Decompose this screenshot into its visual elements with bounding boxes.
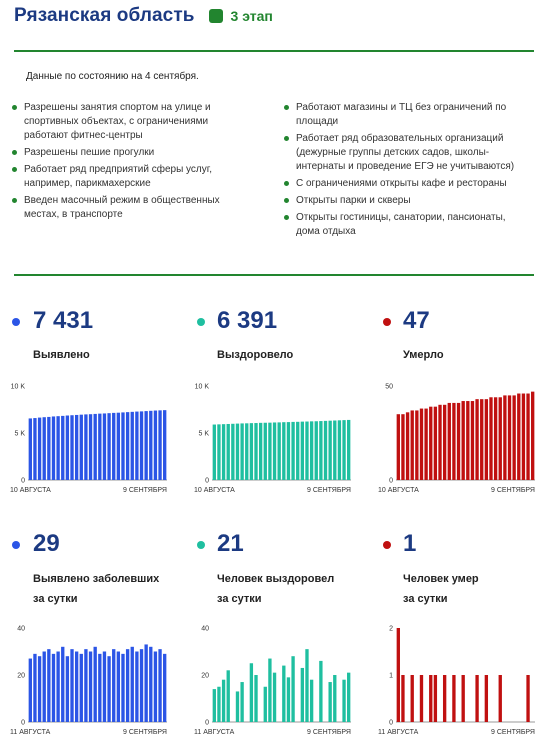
chart-svg: [4, 620, 170, 740]
y-tick-label: 0: [389, 477, 393, 485]
detected-dot-icon: [12, 318, 20, 326]
recovered-day-label-line1: Человек выздоровел: [217, 573, 335, 585]
y-tick-label: 20: [17, 672, 25, 680]
x-tick-label: 9 СЕНТЯБРЯ: [307, 729, 351, 736]
x-tick-label: 9 СЕНТЯБРЯ: [123, 729, 167, 736]
bar: [457, 403, 460, 480]
bar: [38, 418, 41, 480]
bar: [117, 413, 120, 480]
bar: [429, 675, 432, 722]
bar: [489, 397, 492, 480]
recovered-day-label-line2: за сутки: [217, 593, 262, 605]
bar: [526, 394, 529, 480]
bar: [112, 413, 115, 480]
bar: [126, 649, 129, 722]
y-tick-label: 40: [201, 625, 209, 633]
bar: [406, 412, 409, 480]
detected-day-label-line2: за сутки: [33, 593, 78, 605]
bar: [291, 656, 294, 722]
bar: [254, 675, 257, 722]
died-day-chart: [372, 620, 538, 740]
died-label: Умерло: [403, 349, 444, 361]
bar: [213, 689, 216, 722]
bar: [517, 394, 520, 480]
bar: [503, 395, 506, 480]
bar: [301, 422, 304, 480]
bar: [121, 412, 124, 480]
bar: [268, 423, 271, 480]
bar: [420, 409, 423, 480]
bar: [319, 421, 322, 480]
bar: [43, 652, 46, 723]
x-tick-label: 9 СЕНТЯБРЯ: [491, 487, 535, 494]
bar: [273, 422, 276, 480]
bar: [154, 652, 157, 723]
bar: [70, 415, 73, 480]
bar: [236, 691, 239, 722]
bar: [466, 401, 469, 480]
bar: [140, 649, 143, 722]
bar: [411, 410, 414, 480]
bar: [471, 401, 474, 480]
bar: [121, 654, 124, 722]
bar: [107, 656, 110, 722]
bar: [47, 649, 50, 722]
chart-svg: [372, 378, 538, 498]
bar: [70, 649, 73, 722]
bar: [84, 649, 87, 722]
region-title: Рязанская область: [14, 5, 195, 26]
bar: [158, 649, 161, 722]
bar: [61, 416, 64, 480]
bar: [462, 401, 465, 480]
died-day-label-line1: Человек умер: [403, 573, 479, 585]
bar: [438, 405, 441, 480]
bar: [89, 652, 92, 723]
measures-left-list: [12, 101, 244, 225]
list-item: Введен масочный режим в общественных местах, в транспорте: [12, 194, 244, 222]
y-tick-label: 0: [205, 719, 209, 727]
bar: [89, 414, 92, 480]
bar: [43, 417, 46, 480]
bar: [144, 644, 147, 722]
bar: [217, 687, 220, 722]
stage-label: 3 этап: [230, 8, 273, 24]
bar: [347, 420, 350, 480]
bar: [66, 656, 69, 722]
detected-label: Выявлено: [33, 349, 90, 361]
bar: [61, 647, 64, 722]
died-total: 47: [403, 307, 430, 334]
bar: [75, 415, 78, 480]
bar: [310, 680, 313, 722]
bar: [245, 423, 248, 480]
bar: [33, 654, 36, 722]
detected-day-label: [33, 569, 159, 609]
bar: [56, 416, 59, 480]
bar: [452, 403, 455, 480]
top-divider: [14, 50, 534, 52]
bar: [80, 415, 83, 480]
detected-total: 7 431: [33, 307, 94, 334]
bar: [66, 416, 69, 480]
bar: [508, 395, 511, 480]
bar: [107, 413, 110, 480]
bar: [526, 675, 529, 722]
x-tick-label: 10 АВГУСТА: [378, 487, 419, 494]
bar: [103, 413, 106, 480]
y-tick-label: 0: [21, 719, 25, 727]
x-tick-label: 9 СЕНТЯБРЯ: [491, 729, 535, 736]
y-tick-label: 5 K: [198, 430, 209, 438]
bar: [282, 666, 285, 722]
bar: [499, 397, 502, 480]
detected-day-label-line1: Выявлено заболевших: [33, 573, 160, 585]
bar: [94, 414, 97, 480]
bar: [420, 675, 423, 722]
bar: [163, 654, 166, 722]
recovered-day-dot-icon: [197, 541, 205, 549]
bar: [254, 423, 257, 480]
bar: [264, 423, 267, 480]
y-tick-label: 40: [17, 625, 25, 633]
bar: [494, 397, 497, 480]
bar: [94, 647, 97, 722]
bar: [310, 421, 313, 480]
bar: [213, 425, 216, 480]
bar: [401, 675, 404, 722]
bar: [149, 411, 152, 480]
x-tick-label: 11 АВГУСТА: [10, 729, 51, 736]
bar: [29, 418, 32, 480]
detected-day-dot-icon: [12, 541, 20, 549]
bar: [411, 675, 414, 722]
bar: [338, 420, 341, 480]
x-tick-label: 11 АВГУСТА: [194, 729, 235, 736]
bar: [98, 654, 101, 722]
bar: [397, 628, 400, 722]
bar: [135, 652, 138, 723]
bar: [47, 417, 50, 480]
died-total-chart: [372, 378, 538, 498]
recovered-dot-icon: [197, 318, 205, 326]
bar: [287, 422, 290, 480]
bar: [149, 647, 152, 722]
y-tick-label: 0: [205, 477, 209, 485]
bar: [342, 420, 345, 480]
recovered-total-chart: [188, 378, 354, 498]
bar: [319, 661, 322, 722]
bar: [140, 411, 143, 480]
bar: [236, 424, 239, 480]
recovered-day-label: [217, 569, 334, 609]
as-of-note: Данные по состоянию на 4 сентября.: [26, 71, 199, 82]
bar: [33, 418, 36, 480]
bar: [443, 675, 446, 722]
list-item: Работают магазины и ТЦ без ограничений по площади: [284, 101, 529, 129]
x-tick-label: 9 СЕНТЯБРЯ: [123, 487, 167, 494]
list-item: Открыты гостиницы, санатории, пансионаты, дома отдыха: [284, 211, 529, 239]
recovered-total: 6 391: [217, 307, 278, 334]
page-header: [14, 3, 273, 29]
bar: [259, 423, 262, 480]
bar: [305, 422, 308, 480]
bar: [131, 412, 134, 480]
bar: [117, 652, 120, 723]
died-day-label: [403, 569, 479, 609]
bar: [84, 414, 87, 480]
y-tick-label: 10 K: [194, 383, 209, 391]
bar: [512, 395, 515, 480]
bar: [75, 652, 78, 723]
list-item: Работает ряд образовательных организаций (дежурные группы детских садов, школы-интернаты и проведение ЕГЭ не учитываются): [284, 132, 529, 174]
bar: [315, 421, 318, 480]
chart-svg: [372, 620, 538, 740]
bar: [443, 405, 446, 480]
bar: [429, 407, 432, 480]
middle-divider: [14, 274, 534, 276]
bar: [227, 424, 230, 480]
bar: [240, 682, 243, 722]
recovered-label: Выздоровело: [217, 349, 294, 361]
list-item: Работает ряд предприятий сферы услуг, например, парикмахерские: [12, 163, 244, 191]
bar: [342, 680, 345, 722]
detected-total-chart: [4, 378, 170, 498]
bar: [333, 420, 336, 480]
list-item: Открыты парки и скверы: [284, 194, 529, 208]
bar: [131, 647, 134, 722]
bar: [52, 654, 55, 722]
chart-svg: [188, 620, 354, 740]
bar: [475, 399, 478, 480]
bar: [80, 654, 83, 722]
list-item: С ограничениями открыты кафе и рестораны: [284, 177, 529, 191]
bar: [112, 649, 115, 722]
bar: [401, 414, 404, 480]
bar: [448, 403, 451, 480]
y-tick-label: 5 K: [14, 430, 25, 438]
chart-svg: [4, 378, 170, 498]
y-tick-label: 10 K: [10, 383, 25, 391]
bar: [434, 675, 437, 722]
bar: [222, 680, 225, 722]
bar: [485, 675, 488, 722]
bar: [291, 422, 294, 480]
measures-right-list: [284, 101, 529, 242]
bar: [240, 423, 243, 480]
died-dot-icon: [383, 318, 391, 326]
bar: [485, 399, 488, 480]
died-day-dot-icon: [383, 541, 391, 549]
bar: [154, 411, 157, 480]
bar: [250, 423, 253, 480]
bar: [415, 410, 418, 480]
bar: [287, 677, 290, 722]
bar: [103, 652, 106, 723]
detected-day-chart: [4, 620, 170, 740]
bar: [273, 673, 276, 722]
bar: [282, 422, 285, 480]
bar: [480, 399, 483, 480]
bar: [475, 675, 478, 722]
x-tick-label: 10 АВГУСТА: [10, 487, 51, 494]
bar: [434, 407, 437, 480]
bar: [305, 649, 308, 722]
bar: [328, 421, 331, 480]
bar: [424, 409, 427, 480]
bar: [324, 421, 327, 480]
bar: [296, 422, 299, 480]
bar: [531, 392, 534, 480]
recovered-day-chart: [188, 620, 354, 740]
list-item: Разрешены занятия спортом на улице и спортивных объектах, с ограничениями работают фитнес-центры: [12, 101, 244, 143]
x-tick-label: 9 СЕНТЯБРЯ: [307, 487, 351, 494]
bar: [126, 412, 129, 480]
recovered-day-value: 21: [217, 530, 244, 557]
bar: [98, 414, 101, 480]
detected-day-value: 29: [33, 530, 60, 557]
stage-marker-icon: [209, 9, 223, 23]
bar: [301, 668, 304, 722]
bar: [278, 422, 281, 480]
bar: [250, 663, 253, 722]
died-day-value: 1: [403, 530, 417, 557]
bar: [462, 675, 465, 722]
chart-svg: [188, 378, 354, 498]
bar: [452, 675, 455, 722]
y-tick-label: 0: [389, 719, 393, 727]
bar: [29, 659, 32, 722]
bar: [222, 424, 225, 480]
bar: [56, 652, 59, 723]
bar: [397, 414, 400, 480]
y-tick-label: 1: [389, 672, 393, 680]
bar: [217, 424, 220, 480]
bar: [328, 682, 331, 722]
list-item: Разрешены пешие прогулки: [12, 146, 244, 160]
bar: [227, 670, 230, 722]
bar: [52, 416, 55, 480]
y-tick-label: 50: [385, 383, 393, 391]
bar: [38, 656, 41, 722]
bar: [522, 394, 525, 480]
bar: [268, 659, 271, 722]
x-tick-label: 11 АВГУСТА: [378, 729, 419, 736]
bar: [333, 675, 336, 722]
x-tick-label: 10 АВГУСТА: [194, 487, 235, 494]
y-tick-label: 2: [389, 625, 393, 633]
bar: [499, 675, 502, 722]
bar: [163, 410, 166, 480]
died-day-label-line2: за сутки: [403, 593, 448, 605]
bar: [158, 410, 161, 480]
bar: [135, 412, 138, 480]
bar: [144, 411, 147, 480]
bar: [347, 673, 350, 722]
bar: [264, 687, 267, 722]
y-tick-label: 0: [21, 477, 25, 485]
bar: [231, 424, 234, 480]
y-tick-label: 20: [201, 672, 209, 680]
